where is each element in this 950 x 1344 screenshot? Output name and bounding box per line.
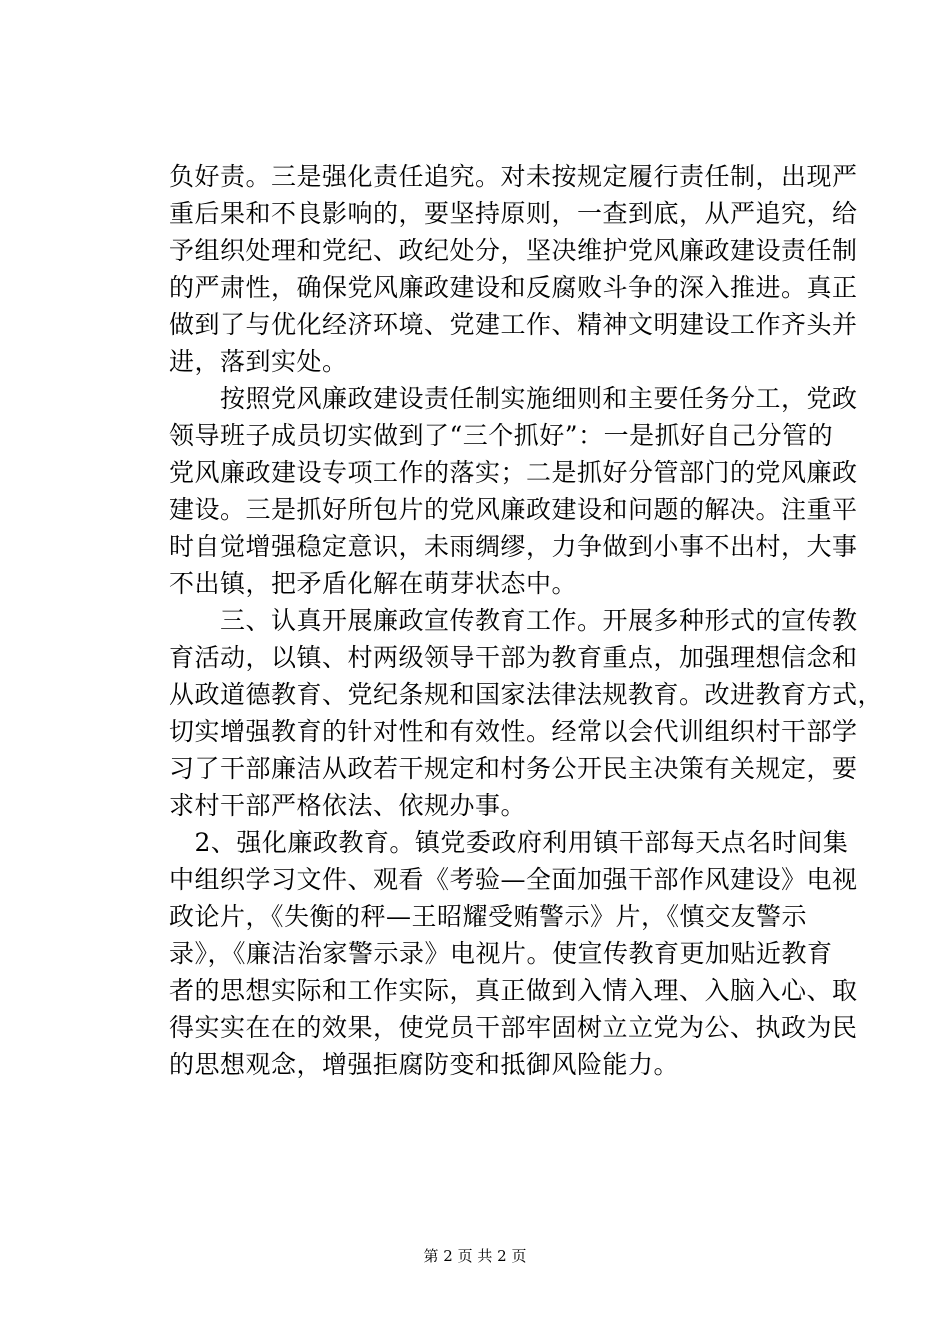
document-body [169, 158, 884, 1083]
text-line: 予组织处理和党纪、政纪处分，坚决维护党风廉政建设责任制 [169, 236, 858, 265]
text-line: 育活动，以镇、村两级领导干部为教育重点，加强理想信念和 [169, 643, 858, 672]
text-line: 从政道德教育、党纪条规和国家法律法规教育。改进教育方式， [169, 680, 884, 709]
text-line: 重后果和不良影响的，要坚持原则，一查到底，从严追究，给 [169, 199, 858, 228]
text-line: 领导班子成员切实做到了“三个抓好”：一是抓好自己分管的 [169, 421, 834, 450]
text-line: 习了干部廉洁从政若干规定和村务公开民主决策有关规定，要 [169, 754, 858, 783]
text-line: 录》，《廉洁治家警示录》电视片。使宣传教育更加贴近教育 [169, 939, 833, 968]
text-line: 建设。三是抓好所包片的党风廉政建设和问题的解决。注重平 [169, 495, 858, 524]
page-number-footer: 第 2 页 共 2 页 [423, 1247, 527, 1265]
text-line: 政论片，《失衡的秤—王昭耀受贿警示》片，《慎交友警示 [169, 902, 808, 931]
text-line: 求村干部严格依法、依规办事。 [169, 791, 527, 820]
text-line: 不出镇，把矛盾化解在萌芽状态中。 [169, 569, 578, 598]
text-line: 中组织学习文件、观看《考验—全面加强干部作风建设》电视 [169, 865, 858, 894]
text-line: 做到了与优化经济环境、党建工作、精神文明建设工作齐头并 [169, 310, 858, 339]
text-line: 者的思想实际和工作实际，真正做到入情入理、入脑入心、取 [169, 976, 858, 1005]
text-line: 的思想观念，增强拒腐防变和抵御风险能力。 [169, 1050, 680, 1079]
text-line: 切实增强教育的针对性和有效性。经常以会代训组织村干部学 [169, 717, 858, 746]
text-line: 时自觉增强稳定意识，未雨绸缪，力争做到小事不出村，大事 [169, 532, 858, 561]
text-line: 得实实在在的效果，使党员干部牢固树立立党为公、执政为民 [169, 1013, 858, 1042]
text-line: 进，落到实处。 [169, 347, 348, 376]
text-line: 三、认真开展廉政宣传教育工作。开展多种形式的宣传教 [169, 606, 858, 635]
text-line: 党风廉政建设专项工作的落实；二是抓好分管部门的党风廉政 [169, 458, 858, 487]
text-line: 的严肃性，确保党风廉政建设和反腐败斗争的深入推进。真正 [169, 273, 858, 302]
text-line: 按照党风廉政建设责任制实施细则和主要任务分工，党政 [169, 384, 858, 413]
text-line: 负好责。三是强化责任追究。对未按规定履行责任制，出现严 [169, 162, 858, 191]
text-line: 2、强化廉政教育。镇党委政府利用镇干部每天点名时间集 [169, 828, 849, 857]
